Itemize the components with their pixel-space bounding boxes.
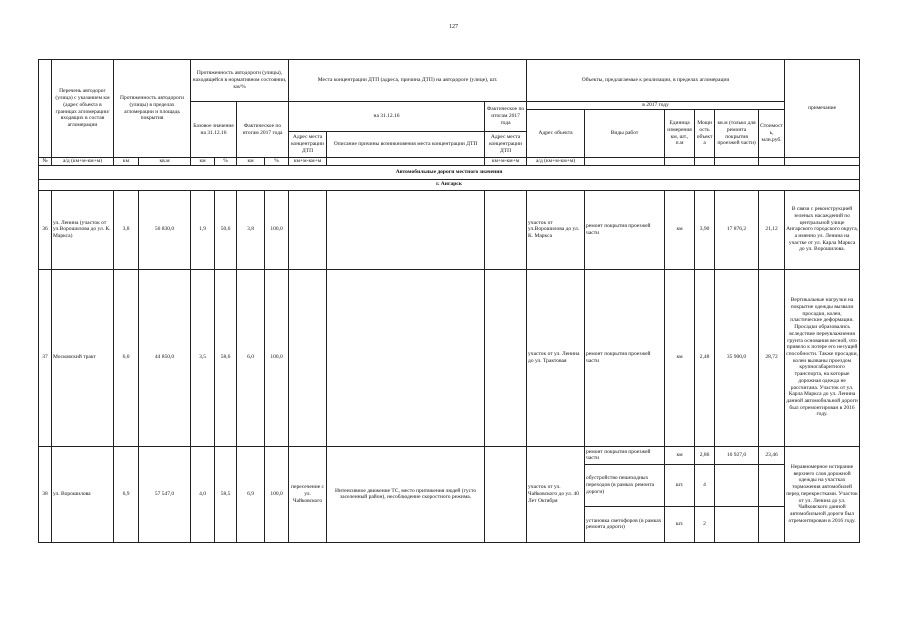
city-title: г. Ангарск [39, 179, 860, 190]
fact-pct: 100,0 [265, 269, 289, 446]
dtp-address2 [485, 190, 527, 269]
fact-km: 3,8 [237, 190, 265, 269]
note: Вертикальные нагрузки на покрытие одежды вызвали просадки, колеи, пластические деформации. Просадки образовались вследствие переувлажнения грунта основания весной, что привело к потере его несущей способности. Также просадки, колеи вызваны проездом крупногабаритного транспорта, на которые дорожная одежда не рассчитана. Участок от ул. Карла Маркса до ул. Ленина данной автомобильной дороги был отремонтирован в 2016 году. [785, 269, 860, 446]
base-km: 4,0 [191, 446, 215, 542]
capacity: 2,86 [695, 446, 715, 464]
header-object-address: Адрес объекта [527, 110, 585, 158]
base-pct: 58,6 [215, 269, 237, 446]
header-dtp-reasons: Описание причины возникновения места концентрации ДТП [327, 132, 485, 158]
unit-no: № [39, 158, 52, 166]
cost: 28,72 [759, 269, 785, 446]
capacity: 2 [695, 506, 715, 542]
area-kvm: 44 850,0 [139, 269, 191, 446]
dtp-address [289, 190, 327, 269]
dtp-address: пересечение с ул. Чайковского [289, 446, 327, 542]
unit-unit [665, 158, 695, 166]
fact-km: 6,0 [237, 269, 265, 446]
unit-capacity [695, 158, 715, 166]
capacity: 4 [695, 464, 715, 506]
dtp-address2 [485, 446, 527, 542]
section-title: Автомобильные дороги местного значения [39, 165, 860, 179]
unit-dtp-reason [327, 158, 485, 166]
row-no: 36 [39, 190, 52, 269]
capacity: 2,48 [695, 269, 715, 446]
unit-cost [759, 158, 785, 166]
road-name: ул. Ворошилова [52, 446, 114, 542]
unit-km3: км [237, 158, 265, 166]
unit-kvm: кв.м [139, 158, 191, 166]
unit-obj: а/д (км+м-км+м) [527, 158, 585, 166]
unit: км [665, 269, 695, 446]
header-fact-2017: Фактическое по итогам 2017 года [485, 102, 527, 132]
unit: км [665, 190, 695, 269]
road-objects-table [38, 59, 860, 543]
cost [759, 506, 785, 542]
unit: шт. [665, 506, 695, 542]
work-type: обустройство пешеходных переходов (в рамках ремонта дороги) [585, 464, 665, 506]
capacity: 3,90 [695, 190, 715, 269]
header-length-total: Протяженность автодороги (улицы) в пределах агломерации и площадь покрытия [114, 60, 191, 158]
length-km: 6,0 [114, 269, 139, 446]
fact-km: 6,9 [237, 446, 265, 542]
cost [759, 464, 785, 506]
header-note: примечание [785, 60, 860, 158]
kvm: 17 876,2 [715, 190, 759, 269]
table-row [39, 446, 860, 464]
table-row [39, 190, 860, 269]
object-address: участок от ул.Ворошилова до ул. К. Маркса [527, 190, 585, 269]
object-address: участок от ул. Ленина до ул. Трактовая [527, 269, 585, 446]
header-dtp-places: Места концентрации ДТП (адреса, причина ДТП) на автодороге (улице), шт. [289, 60, 527, 102]
object-address: участок от ул. Чайковского до ул. 40 Лет Октября [527, 446, 585, 542]
kvm [715, 464, 759, 506]
unit: шт. [665, 464, 695, 506]
unit-km: км [114, 158, 139, 166]
note: В связи с реконструкцией зеленых насаждений по центральной улице Ангарского городского округа, а именно ул. Ленина на участке от ул. Карла Маркса до ул. Ворошилова. [785, 190, 860, 269]
header-capacity: Мощность объекта [695, 110, 715, 158]
dtp-reason [327, 269, 485, 446]
base-pct: 50,6 [215, 190, 237, 269]
work-type: установка светофоров (в рамках ремонта дороги) [585, 506, 665, 542]
header-length-normative: Протяженность автодороги (улицы), находящейся в нормативном состоянии, км/% [191, 60, 289, 102]
header-unit: Единица измерения км, шт., п.м [665, 110, 695, 158]
header-in-2017: в 2017 году [527, 102, 785, 110]
base-pct: 58,5 [215, 446, 237, 542]
header-roads-list: Перечень автодорог (улица) с указанием км (адрес объекта в границах агломерации/входящих в состав агломерации [52, 60, 114, 158]
road-name: ул. Ленина (участок от ул.Ворошилова до ул. К. Маркса) [52, 190, 114, 269]
row-no: 38 [39, 446, 52, 542]
unit-dtp: км+м-км+м [289, 158, 327, 166]
base-km: 3,5 [191, 269, 215, 446]
area-kvm: 56 830,0 [139, 190, 191, 269]
unit-dtp2: км+м-км+м [485, 158, 527, 166]
header-no-top [39, 60, 52, 158]
length-km: 3,8 [114, 190, 139, 269]
header-objects: Объекты, предлагаемые к реализации, в пределах агломерации [527, 60, 785, 102]
header-dtp-address2: Адрес места концентрации ДТП [485, 132, 527, 158]
fact-pct: 100,0 [265, 190, 289, 269]
dtp-reason [327, 190, 485, 269]
kvm [715, 506, 759, 542]
fact-pct: 100,0 [265, 446, 289, 542]
header-dtp-address: Адрес места концентрации ДТП [289, 132, 327, 158]
note: Неравномерное истирание верхнего слоя дорожной одежды на участках торможения автомобилей перед перекрестками. Участок от ул. Ленина до ул. Чайковского данной автомобильной дороги был отремонтирован в 2016 году. [785, 446, 860, 542]
dtp-reason: Интенсивное движение ТС, место притяжения людей (густо заселенный район), несоблюдение скоростного режима. [327, 446, 485, 542]
unit-work [585, 158, 665, 166]
length-km: 6,9 [114, 446, 139, 542]
dtp-address [289, 269, 327, 446]
header-fact-value: Фактическое по итогам 2017 года [237, 102, 289, 158]
row-no: 37 [39, 269, 52, 446]
header-base-value: Базовое значение на 31.12.16 [191, 102, 237, 158]
unit-pct: % [215, 158, 237, 166]
header-cost: Стоимость, млн.руб. [759, 110, 785, 158]
kvm: 35 900,0 [715, 269, 759, 446]
unit-km2: км [191, 158, 215, 166]
road-name: Московский тракт [52, 269, 114, 446]
unit-pct2: % [265, 158, 289, 166]
area-kvm: 57 547,0 [139, 446, 191, 542]
unit-kvm2 [715, 158, 759, 166]
base-km: 1,9 [191, 190, 215, 269]
work-type: ремонт покрытия проезжей части [585, 190, 665, 269]
unit-note [785, 158, 860, 166]
cost: 23,46 [759, 446, 785, 464]
work-type: ремонт покрытия проезжей части [585, 446, 665, 464]
header-work-types: Виды работ [585, 110, 665, 158]
table-row [39, 269, 860, 446]
unit-addr: а/д (км+м-км+м) [52, 158, 114, 166]
cost: 21,12 [759, 190, 785, 269]
work-type: ремонт покрытия проезжей части [585, 269, 665, 446]
page-number: 127 [449, 24, 458, 30]
unit: км [665, 446, 695, 464]
header-kvm: кв.м (только для ремонта покрытия проезжей части) [715, 110, 759, 158]
kvm: 16 927,0 [715, 446, 759, 464]
dtp-address2 [485, 269, 527, 446]
header-as-of-date: на 31.12.16 [289, 102, 485, 132]
